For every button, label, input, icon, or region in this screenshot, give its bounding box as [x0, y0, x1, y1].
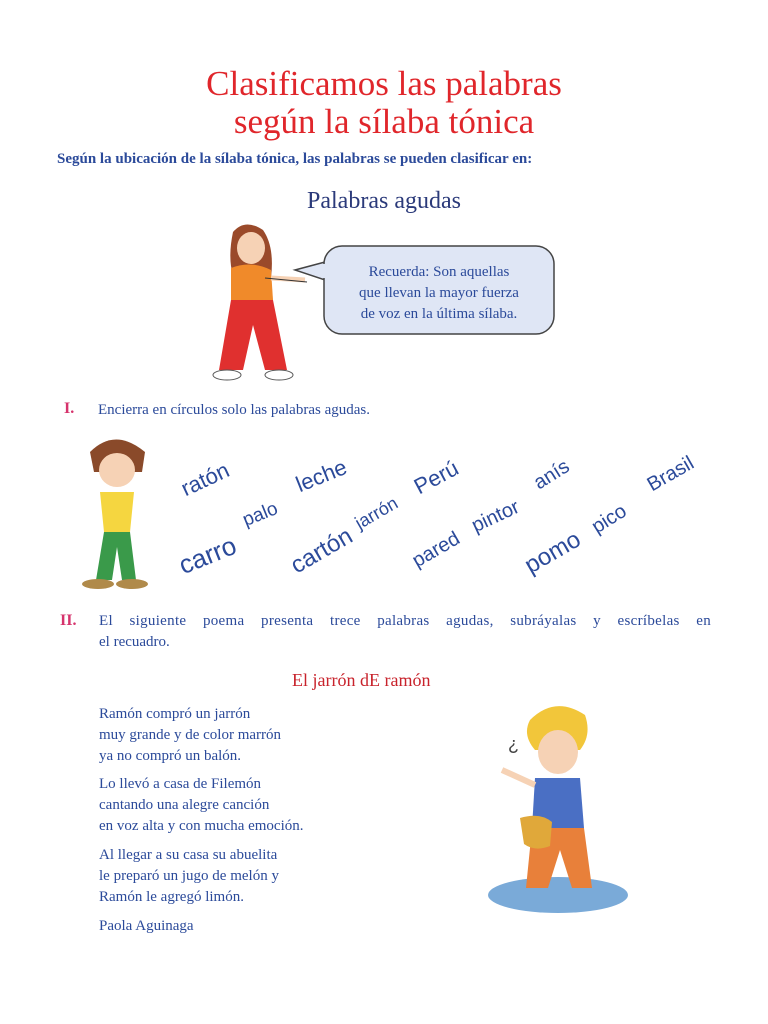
word-jarron[interactable]: jarrón [351, 492, 402, 534]
bubble-line-1: Recuerda: Son aquellas [368, 264, 510, 280]
page-title-line2: según la sílaba tónica [233, 102, 535, 141]
word-brasil[interactable]: Brasil [643, 452, 698, 497]
poem-author: Paola Aguinaga [99, 918, 194, 934]
bubble-line-3: de voz en la última sílaba. [360, 306, 518, 322]
exercise-1-numeral: I. [64, 400, 75, 417]
poem-stanza-3 [99, 845, 279, 908]
exercise-2-numeral: II. [60, 612, 77, 629]
poem-title: El jarrón dE ramón [292, 670, 431, 690]
word-palo[interactable]: palo [239, 498, 281, 532]
word-peru[interactable]: Perú [409, 455, 463, 500]
poem-line: ya no compró un balón. [99, 748, 242, 764]
page-title-line1: Clasificamos las palabras [206, 64, 562, 103]
section-subtitle: Palabras agudas [307, 188, 461, 214]
poem-line: cantando una alegre canción [99, 797, 270, 813]
word-pared[interactable]: pared [408, 527, 464, 573]
poem-stanza-1 [99, 704, 281, 767]
exercise-2-instruction-line1: El siguiente poema presenta trece palabras agudas, subráyalas y escríbelas en [99, 613, 711, 629]
poem-line: le preparó un jugo de melón y [99, 868, 279, 884]
word-pintor[interactable]: pintor [468, 496, 523, 538]
word-pomo[interactable]: pomo [520, 525, 586, 580]
svg-text:¿: ¿ [508, 734, 519, 754]
poem-line: Ramón compró un jarrón [99, 706, 251, 722]
ramon-illustration [480, 700, 635, 920]
poem-line: en voz alta y con mucha emoción. [99, 818, 304, 834]
intro-text: Según la ubicación de la sílaba tónica, las palabras se pueden clasificar en: [57, 151, 533, 167]
exercise-1-instruction: Encierra en círculos solo las palabras agudas. [98, 402, 370, 418]
poem-stanza-2 [99, 774, 304, 837]
word-carton[interactable]: cartón [286, 522, 358, 580]
bubble-line-2: que llevan la mayor fuerza [359, 285, 519, 301]
poem-line: Lo llevó a casa de Filemón [99, 776, 262, 792]
word-anis[interactable]: anís [529, 455, 574, 495]
word-raton[interactable]: ratón [177, 457, 234, 502]
poem-line: Ramón le agregó limón. [99, 889, 244, 905]
speech-bubble-text [324, 262, 554, 325]
poem-line: muy grande y de color marrón [99, 727, 282, 743]
word-pico[interactable]: pico [587, 500, 631, 539]
word-carro[interactable]: carro [174, 530, 241, 581]
exercise-2-instruction-line2: el recuadro. [99, 634, 170, 650]
word-leche[interactable]: leche [292, 454, 351, 498]
boy-illustration [70, 432, 160, 592]
poem-line: Al llegar a su casa su abuelita [99, 847, 278, 863]
